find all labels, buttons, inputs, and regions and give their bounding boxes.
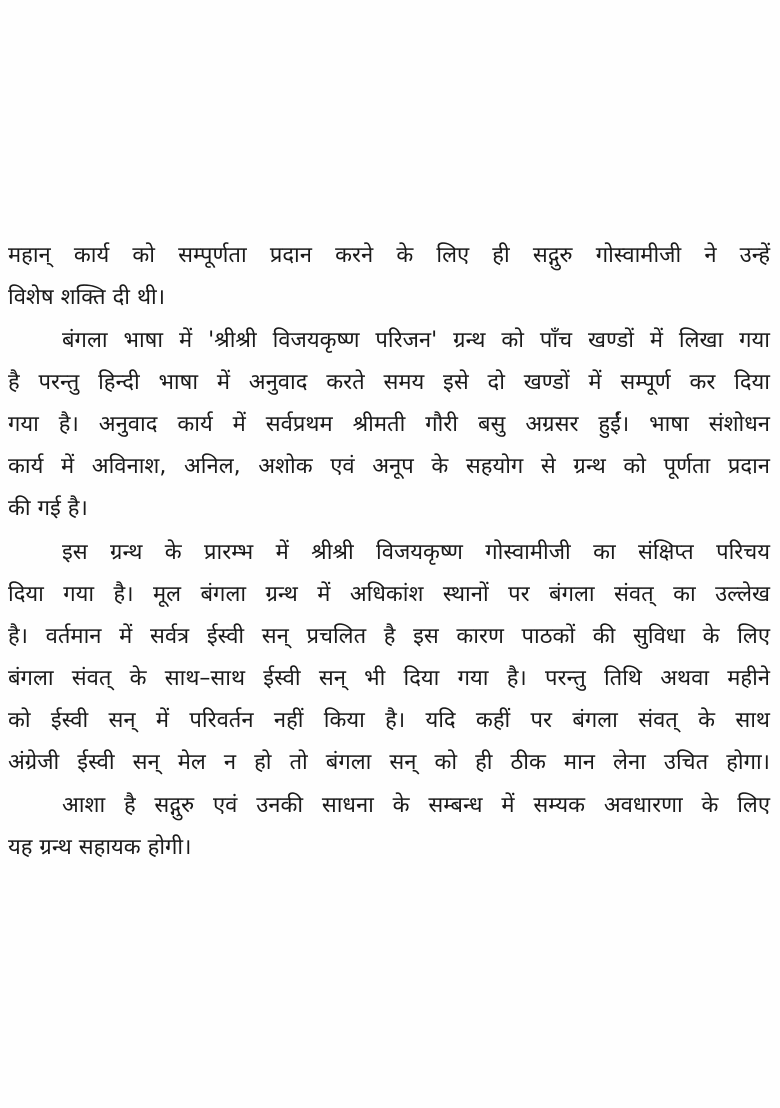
- text-line: इस ग्रन्थ के प्रारम्भ में श्रीश्री विजयकृष्ण गोस्वामीजी का संक्षिप्त परिचय: [62, 540, 770, 565]
- text-line: महान् कार्य को सम्पूर्णता प्रदान करने के लिए ही सद्गुरु गोस्वामीजी ने उन्हें: [8, 243, 770, 268]
- text-line: आशा है सद्गुरु एवं उनकी साधना के सम्बन्ध में सम्यक अवधारणा के लिए: [62, 793, 770, 818]
- text-line: गया है। अनुवाद कार्य में सर्वप्रथम श्रीमती गौरी बसु अग्रसर हुईं। भाषा संशोधन: [8, 412, 770, 437]
- text-line: अंग्रेजी ईस्वी सन् मेल न हो तो बंगला सन् को ही ठीक मान लेना उचित होगा।: [8, 750, 770, 775]
- text-line: बंगला भाषा में 'श्रीश्री विजयकृष्ण परिजन' ग्रन्थ को पाँच खण्डों में लिखा गया: [62, 328, 770, 353]
- text-line: की गई है।: [8, 496, 88, 521]
- text-line: कार्य में अविनाश, अनिल, अशोक एवं अनूप के सहयोग से ग्रन्थ को पूर्णता प्रदान: [8, 454, 770, 479]
- text-line: विशेष शक्ति दी थी।: [8, 285, 166, 310]
- text-line: है। वर्तमान में सर्वत्र ईस्वी सन् प्रचलित है इस कारण पाठकों की सुविधा के लिए: [8, 624, 770, 649]
- text-line: दिया गया है। मूल बंगला ग्रन्थ में अधिकांश स्थानों पर बंगला संवत् का उल्लेख: [8, 582, 770, 607]
- text-line: है परन्तु हिन्दी भाषा में अनुवाद करते समय इसे दो खण्डों में सम्पूर्ण कर दिया: [8, 370, 770, 395]
- text-line: बंगला संवत् के साथ–साथ ईस्वी सन् भी दिया गया है। परन्तु तिथि अथवा महीने: [8, 666, 770, 691]
- text-line: को ईस्वी सन् में परिवर्तन नहीं किया है। यदि कहीं पर बंगला संवत् के साथ: [8, 708, 770, 733]
- text-line: यह ग्रन्थ सहायक होगी।: [8, 835, 192, 860]
